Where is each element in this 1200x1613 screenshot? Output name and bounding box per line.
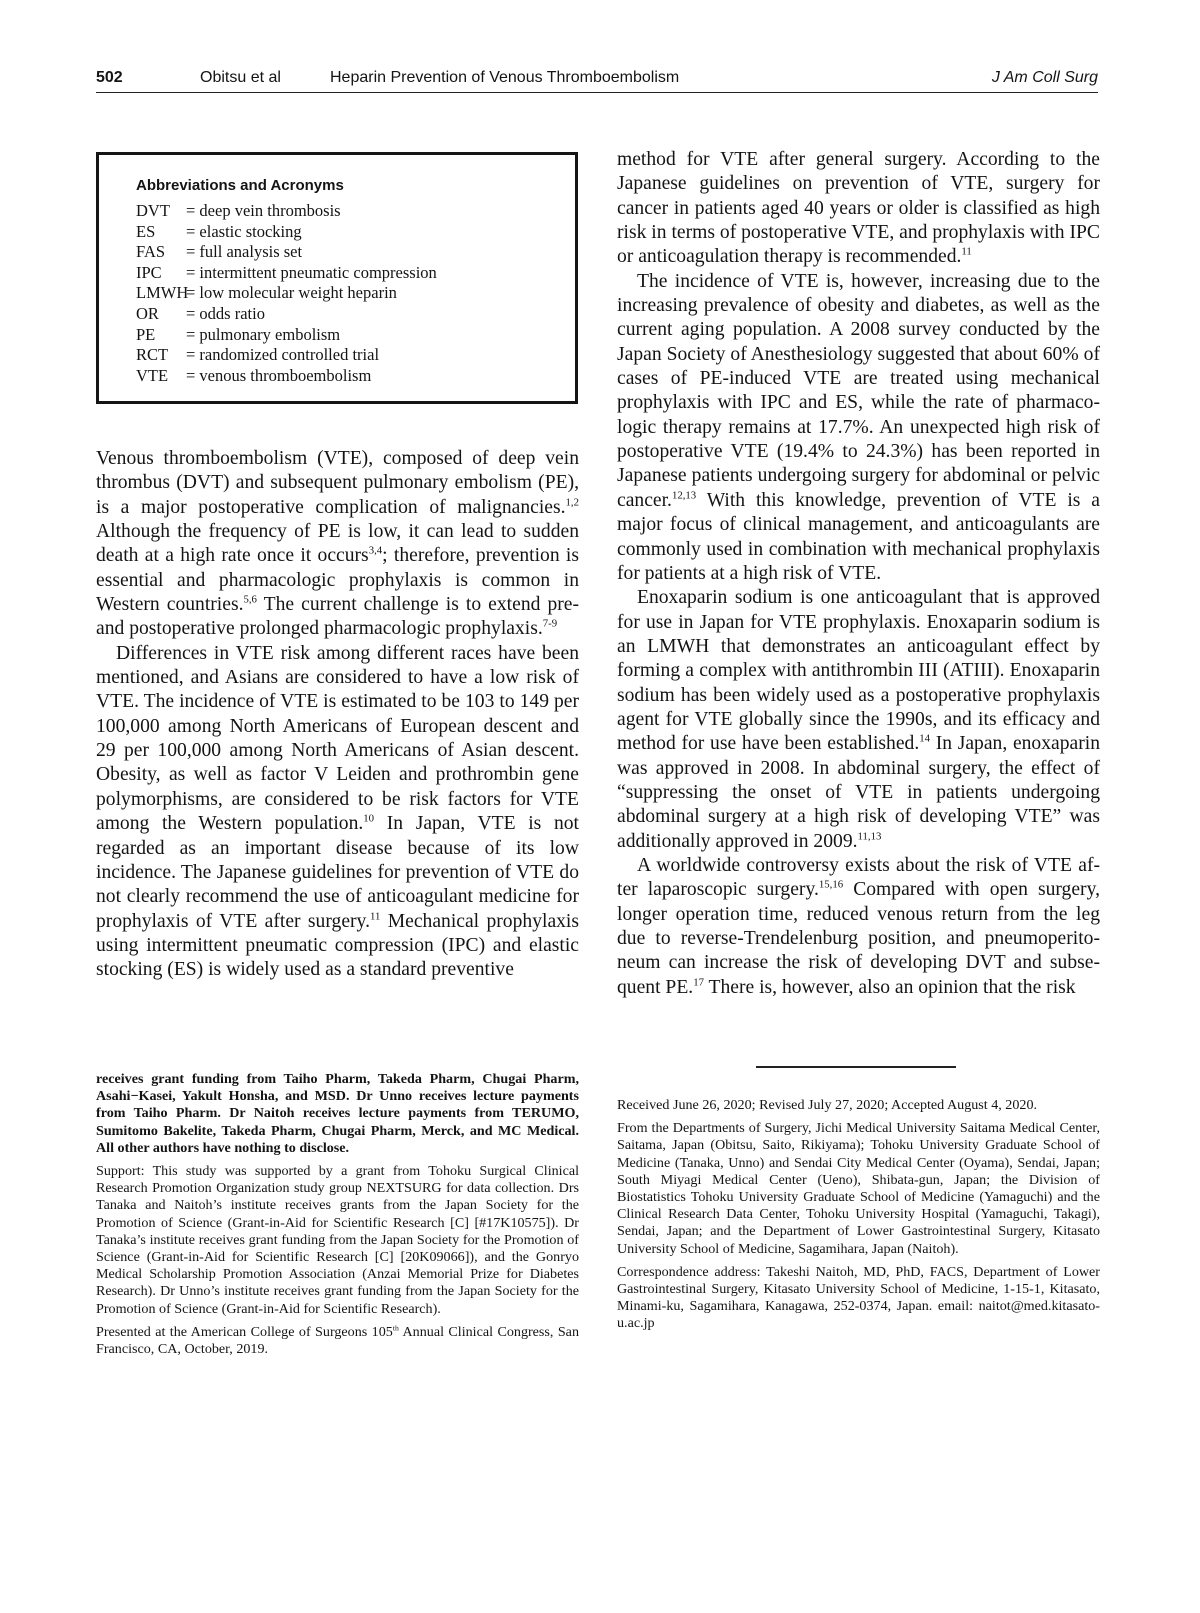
abbreviation-term: PE: [136, 324, 156, 344]
abbreviation-definition: = intermittent pneumatic compression: [186, 262, 437, 282]
intro-paragraph-4: [617, 270, 1100, 586]
abbreviation-row: [136, 242, 437, 263]
citation: 1,2: [565, 496, 579, 509]
abbreviation-term: ES: [136, 221, 156, 241]
left-footnotes: [96, 1071, 579, 1364]
disclosure-note: receives grant funding from Taiho Pharm, Takeda Pharm, Chugai Pharm, Asahi−Kasei, Yakult Honsha, and MSD. Dr Unno receives lecture payments from Taiho Pharm. Dr Naitoh receives lecture payments from TERUMO, Sumitomo Bakelite, Takeda Pharm, Chugai Pharm, Merck, and MC Medical. All other authors have nothing to disclose.: [96, 1071, 579, 1156]
journal-name: J Am Coll Surg: [991, 69, 1098, 86]
abbreviation-term: LMWH: [136, 283, 189, 303]
footnote-rule: [756, 1066, 956, 1068]
page-number: 502: [96, 69, 123, 86]
running-title: Heparin Prevention of Venous Thromboembolism: [330, 69, 680, 86]
abbreviation-definition: = elastic stocking: [186, 221, 302, 241]
text-run: Enoxaparin sodium is one anticoagulant that is approved for use in Japan for VTE prophylaxis. Enoxaparin sodium is an LMWH that demonstrates an anticoagulant effect by forming a complex with antithrombin III (ATIII). Enoxaparin sodium has been widely used as a postoperative prophylaxis agent for VTE globally since the 1990s, and its efficacy and method for use have been established.: [617, 587, 1100, 755]
correspondence-note: Correspondence address: Takeshi Naitoh, MD, PhD, FACS, Department of Lower Gastrointestinal Surgery, Kitasato University School of Medicine, 1-15-1, Kitasato, Minami-ku, Sagamihara, Kanagawa, 252-0374, Japan. email: naitot@med.kitasato-u.ac.jp: [617, 1263, 1100, 1332]
abbreviation-row: [136, 325, 437, 346]
received-dates: Received June 26, 2020; Revised July 27, 2020; Accepted August 4, 2020.: [617, 1097, 1038, 1113]
abbreviation-row: [136, 222, 437, 243]
text-run: The incidence of VTE is, however, increasing due to the increasing prevalence of obesity and diabetes, as well as the current aging population. A 2008 survey conducted by the Japan Society of Anesthesiology suggested that about 60% of cases of PE-induced VTE are treated using mechanical prophylaxis with IPC and ES, while the rate of pharmacologic therapy remains at 17.7%. An unexpected high risk of postoperative VTE (19.4% to 24.3%) has been reported in Japanese patients undergoing surgery for abdominal or pelvic cancer.: [617, 270, 1100, 511]
right-column-body: [617, 148, 1100, 1000]
citation: 11,13: [857, 830, 882, 843]
text-run: In Japan, enoxaparin was approved in 2008. In abdominal surgery, the effect of “suppressing the onset of VTE in patients undergoing abdominal surgery at a high risk of developing VTE” was additionally approved in 2009.: [617, 733, 1100, 852]
citation: 5,6: [243, 593, 257, 606]
affiliations-note: From the Departments of Surgery, Jichi Medical University Saitama Medical Center, Saitama, Japan (Obitsu, Saito, Rikiyama); Tohoku University Graduate School of Medicine (Tanaka, Unno) and Sendai City Medical Center (Oyama), Sendai, Japan; South Miyagi Medical Center (Ueno), Shibata-gun, Japan; the Division of Biostatistics Tohoku University Graduate School of Medicine (Yamaguchi) and the Clinical Research Data Center, Tohoku University Hospital (Yamaguchi, Takagi), Sendai, Japan; and the Department of Lower Gastrointestinal Surgery, Kitasato University School of Medicine, Sagamihara, Japan (Naitoh).: [617, 1120, 1100, 1257]
intro-paragraph-2: [96, 642, 579, 983]
text-run: In Japan, VTE is not regarded as an important disease because of its low incidence. The Japanese guidelines for prevention of VTE do not clearly recommend the use of anticoagulant medicine for prophylaxis of VTE after surgery.: [96, 813, 579, 932]
abbreviation-row: [136, 201, 437, 222]
citation: 11: [961, 245, 972, 258]
text-run: There is, however, also an opinion that the risk: [703, 976, 1076, 998]
citation: 17: [693, 976, 704, 989]
abbreviation-row: [136, 304, 437, 325]
intro-paragraph-3: [617, 148, 1100, 270]
abbreviation-definition: = deep vein thrombosis: [186, 201, 341, 220]
text-run: Presented at the American College of Surgeons 105: [96, 1323, 393, 1340]
abbreviation-row: [136, 283, 437, 304]
abbreviation-term: VTE: [136, 365, 169, 385]
abbreviation-definition: = odds ratio: [186, 303, 265, 323]
citation: 15,16: [818, 878, 844, 891]
abbreviation-term: OR: [136, 303, 159, 323]
header-rule: [96, 92, 1098, 93]
citation: 12,13: [671, 489, 697, 502]
support-note: Support: This study was supported by a grant from Tohoku Surgical Clinical Research Promotion Organization study group NEXTSURG for data collection. Drs Tanaka and Naitoh’s institute receives grants from the Japan Society for the Promotion of Science (Grant-in-Aid for Scientific Research [C] [#17K10575]). Dr Tanaka’s institute receives grant funding from the Japan Society for the Promotion of Science (Grant-in-Aid for Scientific Research [C] [20K09066]), and the Gonryo Medical Scholarship Promotion Association (Anzai Memorial Prize for Diabetes Research). Dr Unno’s institute receives grant funding from the Japan Society for the Promotion of Science (Grant-in-Aid for Scientific Research).: [96, 1163, 579, 1317]
running-authors: Obitsu et al: [200, 69, 281, 86]
text-run: Compared with open surgery, longer operation time, reduced venous return from the leg due to reverse-Trendelenburg position, and pneumoperitoneum can increase the risk of developing DVT and subsequent PE.: [617, 879, 1100, 998]
text-run: With this knowledge, prevention of VTE is a major focus of clinical management, and anticoagulants are commonly used in combination with mechanical prophylaxis for patients at a high risk of VTE.: [617, 489, 1100, 584]
citation: 14: [919, 732, 930, 745]
abbreviation-row: [136, 345, 437, 366]
text-run: Differences in VTE risk among different races have been mentioned, and Asians are considered to have a low risk of VTE. The incidence of VTE is estimated to be 103 to 149 per 100,000 among North Americans of European descent and 29 per 100,000 among North Americans of Asian descent. Obesity, as well as factor V Leiden and prothrombin gene polymorphisms, are considered to be risk factors for VTE among the Western population.: [96, 642, 579, 835]
abbreviations-title: Abbreviations and Acronyms: [136, 177, 344, 194]
abbreviation-definition: = full analysis set: [186, 242, 303, 262]
right-footnotes: [617, 1097, 1100, 1339]
citation: 10: [363, 812, 375, 825]
text-run: Annual Clinical Congress, San Francisco, CA, October, 2019.: [96, 1323, 579, 1358]
abbreviation-row: [136, 366, 437, 387]
abbreviation-definition: = randomized controlled trial: [186, 345, 380, 365]
abbreviation-definition: = venous thromboembolism: [186, 365, 372, 385]
presented-note: [96, 1324, 579, 1358]
citation: 3,4: [368, 544, 383, 557]
text-run: A worldwide controversy exists about the risk of VTE after laparoscopic surgery.: [617, 854, 1100, 901]
left-column-body: [96, 447, 579, 983]
citation: 11: [369, 910, 381, 922]
text-run: method for VTE after general surgery. According to the Japanese guidelines on prevention of VTE, surgery for cancer in patients aged 40 years or older is classified as high risk in terms of postoperative VTE, and prophylaxis with IPC or anticoagulation therapy is recommended.: [617, 149, 1100, 268]
citation: 7-9: [542, 617, 558, 630]
text-run: The current challenge is to extend pre- and postoperative prolonged pharmacologic prophylaxis.: [96, 594, 580, 640]
abbreviation-definition: = low molecular weight heparin: [186, 283, 397, 303]
abbreviations-list: [136, 201, 437, 386]
intro-paragraph-1: [96, 447, 579, 642]
abbreviations-box: [96, 152, 578, 404]
abbreviation-definition: = pulmonary embolism: [186, 324, 341, 344]
abbreviation-term: DVT: [136, 201, 170, 220]
text-run: Venous thromboembolism (VTE), composed of deep vein thrombus (DVT) and subsequent pulmonary embolism (PE), is a major postoperative complication of malignancies.: [96, 448, 579, 518]
intro-paragraph-5: [617, 586, 1100, 854]
text-run: Mechanical prophylaxis using intermittent pneumatic compression (IPC) and elastic stocking (ES) is widely used as a standard preventive: [96, 910, 580, 981]
abbreviation-term: IPC: [136, 262, 162, 282]
ordinal-suffix: th: [392, 1323, 399, 1333]
abbreviation-row: [136, 263, 437, 284]
text-run: ; therefore, prevention is essential and pharmacologic prophylaxis is common in Western countries.: [96, 545, 580, 616]
abbreviation-term: RCT: [136, 345, 169, 365]
abbreviation-term: FAS: [136, 242, 166, 262]
text-run: Although the frequency of PE is low, it can lead to sudden death at a high rate once it occurs: [96, 521, 579, 567]
intro-paragraph-6: [617, 854, 1100, 1000]
